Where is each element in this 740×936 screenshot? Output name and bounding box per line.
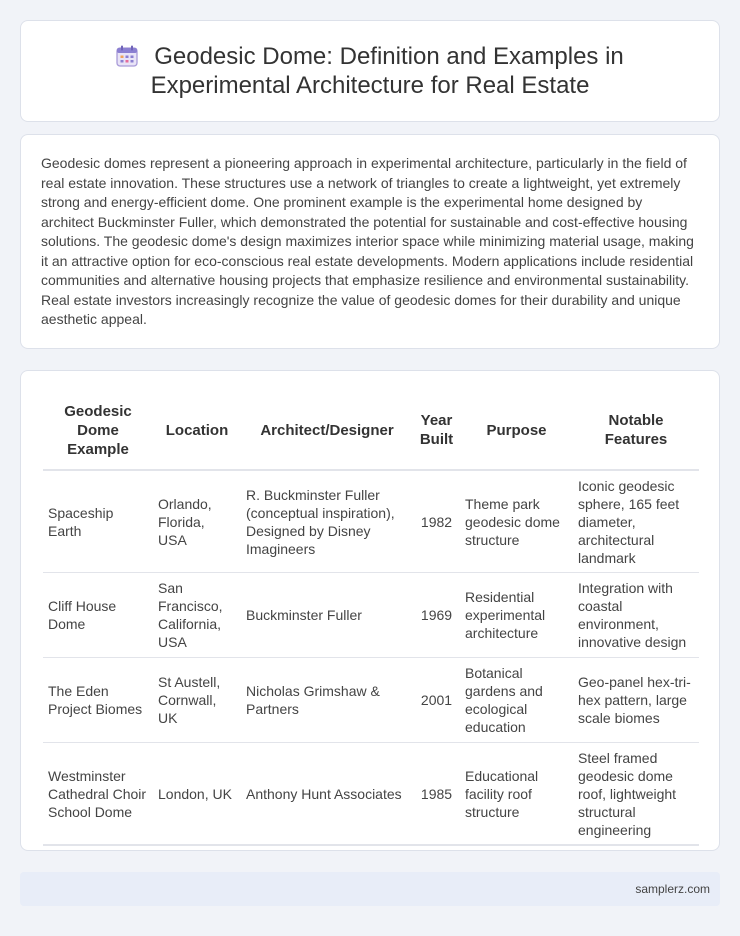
table-cell: The Eden Project Biomes [43,658,153,743]
table-cell: 1982 [413,471,460,573]
table-row [43,471,699,573]
table-cell: Geo-panel hex-tri-hex pattern, large scale biomes [573,658,699,743]
footer [20,872,720,906]
column-header: Geodesic Dome Example [43,391,153,471]
table-cell: Residential experimental architecture [460,573,573,658]
table-cell: Integration with coastal environment, innovative design [573,573,699,658]
table-cell: Buckminster Fuller [241,573,413,658]
table-cell: Nicholas Grimshaw & Partners [241,658,413,743]
column-header: Notable Features [573,391,699,471]
table-cell: 1969 [413,573,460,658]
table-cell: Steel framed geodesic dome roof, lightweight structural engineering [573,743,699,846]
column-header: Architect/Designer [241,391,413,471]
table-cell: San Francisco, California, USA [153,573,241,658]
table-row [43,743,699,846]
table-cell: Iconic geodesic sphere, 165 feet diameter, architectural landmark [573,471,699,573]
table-cell: Anthony Hunt Associates [241,743,413,846]
footer-site-link[interactable]: samplerz.com [635,882,710,896]
column-header: Location [153,391,241,471]
table-header-row [43,391,699,471]
table-cell: R. Buckminster Fuller (conceptual inspiration), Designed by Disney Imagineers [241,471,413,573]
intro-card [20,134,720,349]
table-cell: Westminster Cathedral Choir School Dome [43,743,153,846]
title-card [20,20,720,122]
table-row [43,573,699,658]
column-header: Year Built [413,391,460,471]
column-header: Purpose [460,391,573,471]
table-cell: Educational facility roof structure [460,743,573,846]
calendar-icon [116,45,138,67]
table-cell: Botanical gardens and ecological education [460,658,573,743]
table-row [43,658,699,743]
table-cell: 2001 [413,658,460,743]
table-cell: 1985 [413,743,460,846]
intro-paragraph: Geodesic domes represent a pioneering approach in experimental architecture, particularly in the field of real estate innovation. These structures use a network of triangles to create a lightweight, yet extremely strong and energy-efficient dome. One prominent example is the experimental home designed by architect Buckminster Fuller, which demonstrated the potential for sustainable and cost-effective housing solutions. The geodesic dome's design maximizes interior space while minimizing material usage, making it an attractive option for eco-conscious real estate developments. Modern applications include residential communities and alternative housing projects that emphasize resilience and environmental sustainability. Real estate investors increasingly recognize the value of geodesic domes for their durability and unique aesthetic appeal. [41,155,694,327]
page-title-text: Geodesic Dome: Definition and Examples in Experimental Architecture for Real Estate [150,43,624,99]
table-cell: Spaceship Earth [43,471,153,573]
page-title [90,42,650,100]
table-cell: Orlando, Florida, USA [153,471,241,573]
table-cell: St Austell, Cornwall, UK [153,658,241,743]
table-cell: London, UK [153,743,241,846]
table-card [20,370,720,851]
table-cell: Theme park geodesic dome structure [460,471,573,573]
dome-examples-table [43,391,699,846]
table-cell: Cliff House Dome [43,573,153,658]
